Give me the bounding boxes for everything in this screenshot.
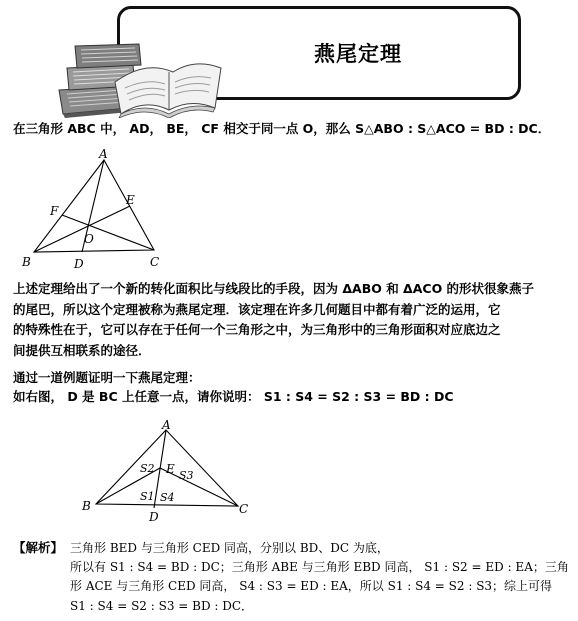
label-s1: S1	[140, 490, 155, 503]
label-s3: S3	[179, 469, 194, 482]
label-d: D	[149, 510, 159, 524]
label-b: B	[22, 255, 31, 269]
label-b: B	[82, 499, 91, 513]
label-o: O	[84, 232, 94, 246]
label-e: E	[126, 193, 135, 207]
label-e: E	[166, 462, 175, 476]
explanation-line: 的特殊性在于，它可以存在于任何一个三角形之中，为三角形中的三角形面积对应底边之	[13, 322, 501, 337]
theorem-text: 在三角形 ABC 中， AD， BE， CF 相交于同一点 O，那么 S△ABO : S△ACO = BD : DC．	[13, 121, 551, 136]
example-question: 如右图， D 是 BC 上任意一点，请你说明： S1 : S4 = S2 : S3 = BD : DC	[13, 389, 454, 404]
solution-line: 形 ACE 与三角形 CED 同高， S4 : S3 = ED : EA，所以 S1 : S4 = S2 : S3；综上可得	[70, 579, 553, 593]
figure-triangle-areas	[78, 418, 258, 524]
label-a: A	[99, 147, 108, 161]
solution-line: 所以有 S1 : S4 = BD : DC；三角形 ABE 与三角形 EBD 同高， S1 : S2 = ED : EA；三角	[70, 560, 569, 574]
solution-line: 三角形 BED 与三角形 CED 同高，分别以 BD、DC 为底，	[70, 541, 389, 555]
explanation-line: 的尾巴，所以这个定理被称为燕尾定理．该定理在许多几何题目中都有着广泛的运用，它	[13, 302, 501, 317]
label-c: C	[239, 502, 249, 516]
cevian-be	[34, 206, 130, 252]
label-a: A	[162, 418, 171, 432]
book-stack-icon	[55, 38, 225, 118]
figure-triangle-cevians	[18, 146, 178, 272]
page-title: 燕尾定理	[314, 42, 402, 66]
label-c: C	[150, 255, 160, 269]
explanation-line: 间提供互相联系的途径．	[13, 343, 151, 358]
example-intro: 通过一道例题证明一下燕尾定理：	[13, 370, 201, 385]
label-f: F	[50, 204, 59, 218]
explanation-line: 上述定理给出了一个新的转化面积比与线段比的手段，因为 ΔABO 和 ΔACO 的形状很象燕子	[13, 281, 535, 296]
label-s2: S2	[140, 462, 155, 475]
solution-line: S1 : S4 = S2 : S3 = BD : DC．	[70, 599, 254, 613]
label-s4: S4	[160, 491, 175, 504]
theorem-statement	[13, 121, 550, 137]
label-d: D	[74, 257, 84, 271]
solution-tag: 【解析】	[13, 540, 64, 555]
